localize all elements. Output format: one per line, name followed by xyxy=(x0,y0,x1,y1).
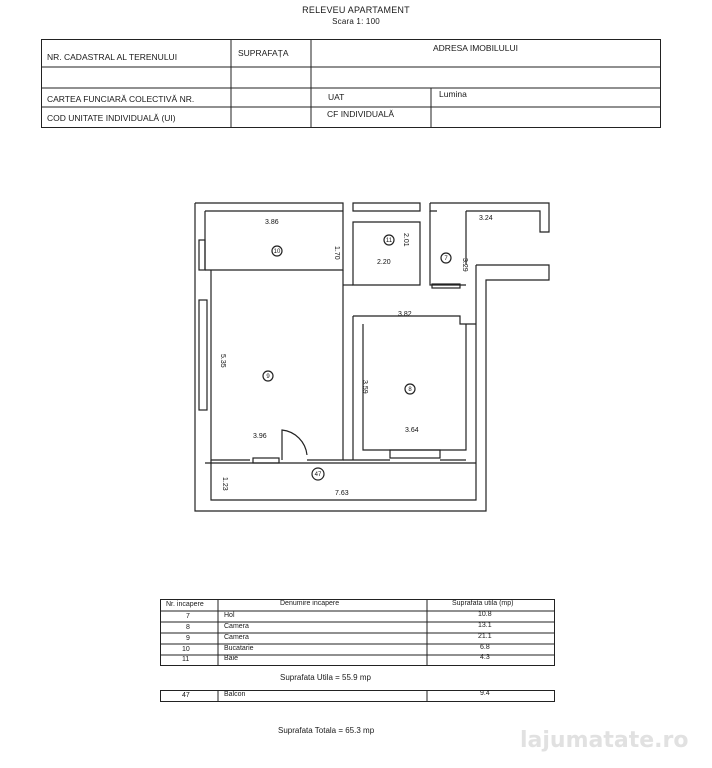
door-swing xyxy=(282,430,307,460)
cf-individuala-label: CF INDIVIDUALĂ xyxy=(327,109,395,119)
rooms-row-name: Hol xyxy=(224,612,235,619)
rooms-header-nr: Nr. incapere xyxy=(166,601,204,608)
rooms-row-area: 4.3 xyxy=(480,654,490,661)
balcony-area: 9.4 xyxy=(480,690,490,697)
total-surface: Suprafata Totala = 65.3 mp xyxy=(278,726,375,735)
dim-kitchen-width: 3.86 xyxy=(265,219,279,226)
dim-kitchen-height: 1.70 xyxy=(333,246,340,260)
rooms-header-area: Suprafata utila (mp) xyxy=(452,600,514,607)
wall xyxy=(195,203,343,211)
uat-label: UAT xyxy=(328,92,345,102)
dim-room8-top: 3.82 xyxy=(398,311,412,318)
room-number-balcony: 47 xyxy=(314,472,322,478)
dim-balcony-width: 7.63 xyxy=(335,490,349,497)
wall xyxy=(211,270,250,460)
room-number-bath: 11 xyxy=(385,238,393,244)
rooms-row-name: Camera xyxy=(224,634,249,641)
rooms-row-nr: 9 xyxy=(186,635,190,642)
rooms-row-name: Bucatarie xyxy=(224,645,254,652)
rooms-row-nr: 10 xyxy=(182,646,190,653)
adresa-label: ADRESA IMOBILULUI xyxy=(433,43,519,53)
balcony-nr: 47 xyxy=(182,692,190,699)
room-number-hall: 7 xyxy=(444,256,448,262)
rooms-row-area: 13.1 xyxy=(478,622,492,629)
dim-hall-width: 3.24 xyxy=(479,215,493,222)
dim-room9-height: 5.35 xyxy=(219,354,226,368)
room-number-8: 8 xyxy=(408,387,412,393)
window xyxy=(199,300,207,410)
room-number-9: 9 xyxy=(266,374,270,380)
rooms-row-area: 21.1 xyxy=(478,633,492,640)
wall xyxy=(430,203,437,211)
nr-cadastral-label: NR. CADASTRAL AL TERENULUI xyxy=(47,52,178,62)
dim-room9-bottom: 3.96 xyxy=(253,433,267,440)
rooms-table xyxy=(160,599,555,666)
rooms-header-name: Denumire incapere xyxy=(280,600,340,607)
watermark-logo: lajumatate.ro xyxy=(520,728,689,753)
balcony-name: Balcon xyxy=(224,691,246,698)
rooms-row-name: Baie xyxy=(224,655,239,662)
room-number-kitchen: 10 xyxy=(273,249,281,255)
document-scale: Scara 1: 100 xyxy=(332,17,380,26)
dim-room8-bottom: 3.64 xyxy=(405,427,419,434)
dim-balcony-height: 1.23 xyxy=(221,477,228,491)
document-title: RELEVEU APARTAMENT xyxy=(302,5,410,15)
dim-bath-height: 2.01 xyxy=(402,233,409,247)
rooms-row-nr: 8 xyxy=(186,624,190,631)
dim-bath-width: 2.20 xyxy=(377,259,391,266)
dim-hall-height: 3.29 xyxy=(461,258,468,272)
rooms-row-name: Camera xyxy=(224,623,249,630)
uat-value: Lumina xyxy=(439,89,467,99)
wall xyxy=(307,270,343,460)
rooms-row-area: 6.8 xyxy=(480,644,490,651)
dim-room8-height: 3.59 xyxy=(361,380,368,394)
window xyxy=(390,450,440,458)
carte-funciara-label: CARTEA FUNCIARĂ COLECTIVĂ NR. xyxy=(47,94,195,104)
window xyxy=(199,240,205,270)
rooms-row-nr: 11 xyxy=(182,656,190,663)
wall xyxy=(353,222,420,285)
suprafata-label: SUPRAFAȚA xyxy=(238,48,289,58)
rooms-row-nr: 7 xyxy=(186,613,190,620)
wall xyxy=(353,316,476,324)
cod-unitate-label: COD UNITATE INDIVIDUALĂ (UI) xyxy=(47,113,176,123)
balcony-table-grid xyxy=(160,690,555,702)
rooms-table-grid xyxy=(160,599,555,666)
utila-total: Suprafata Utila = 55.9 mp xyxy=(280,673,371,682)
wall xyxy=(466,265,476,500)
rooms-row-area: 10.8 xyxy=(478,611,492,618)
window xyxy=(253,458,279,463)
wall xyxy=(430,211,466,285)
wall xyxy=(195,203,549,511)
balcony-table xyxy=(160,690,555,702)
wall xyxy=(353,203,420,211)
